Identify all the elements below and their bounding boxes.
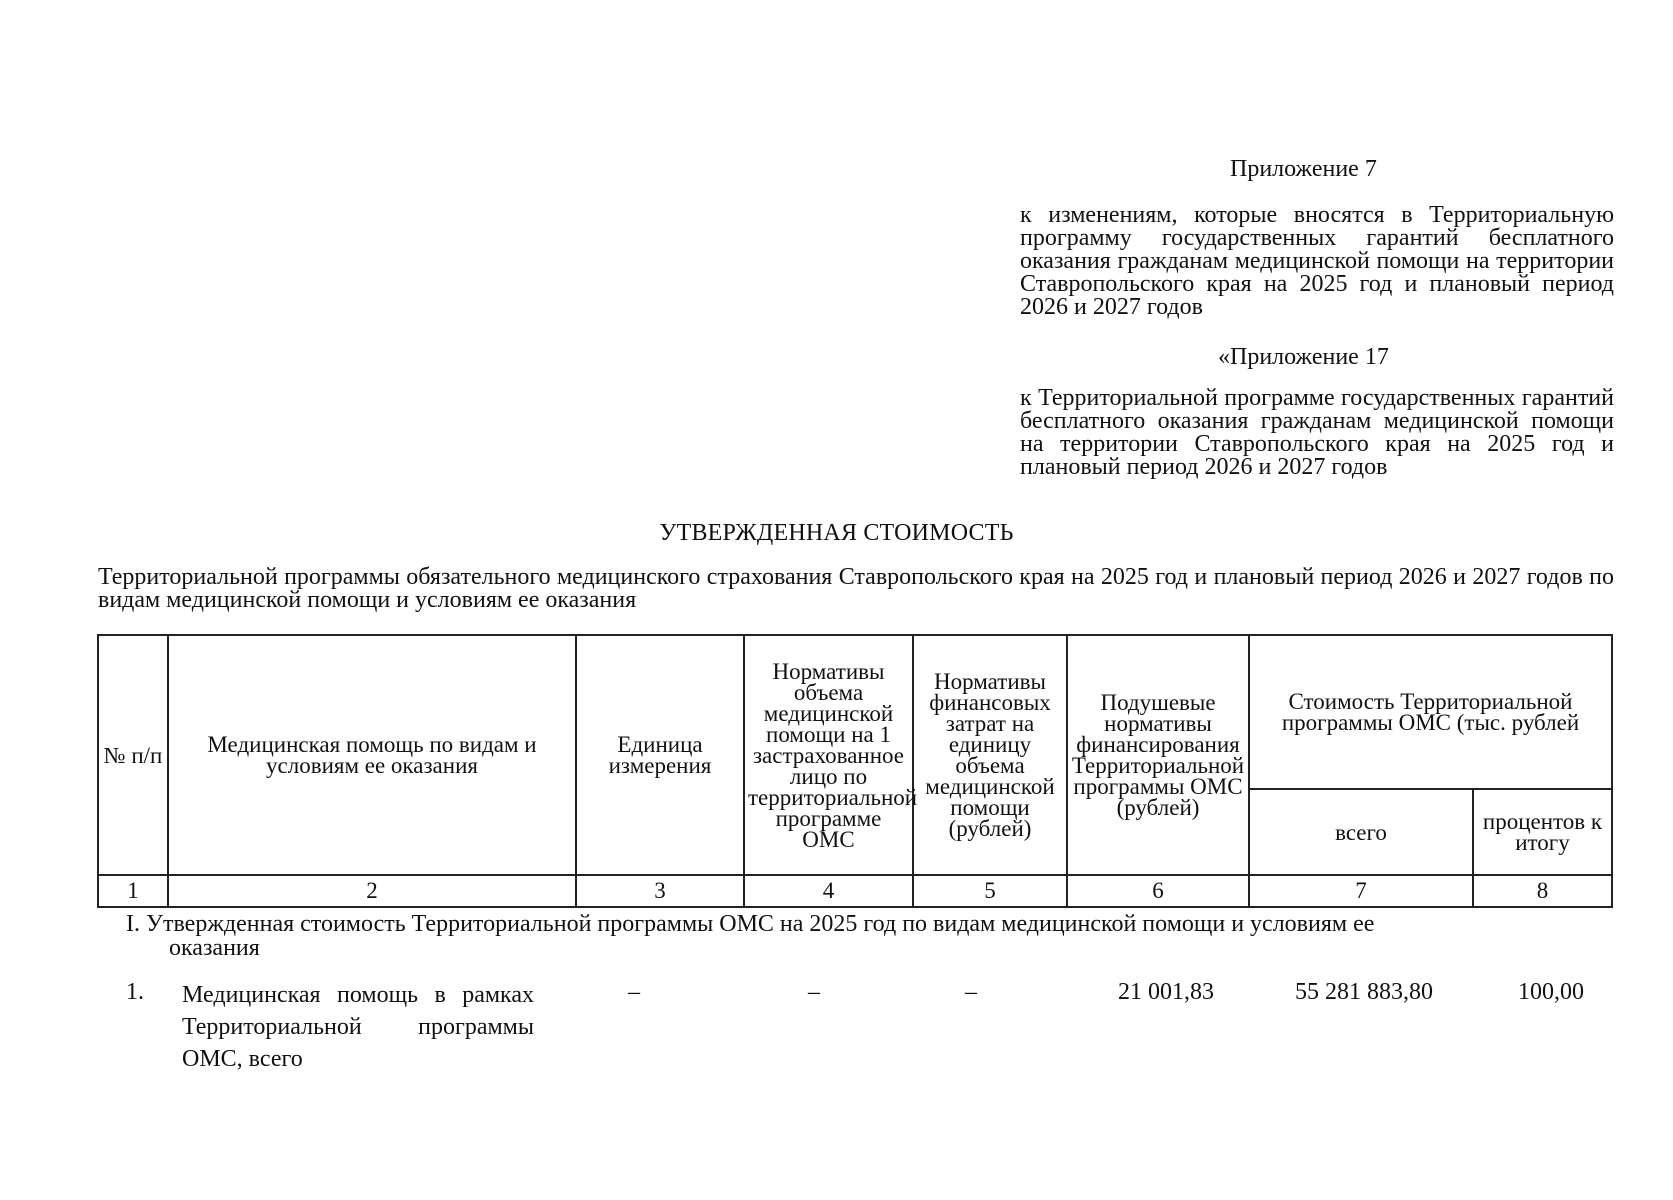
column-number: 6 [1067,875,1249,907]
header-care-type: Медицинская помощь по видам и условиям ее оказания [168,635,576,875]
column-number: 1 [98,875,168,907]
cost-table [97,634,1613,908]
table-header-row [98,635,1612,789]
document-title: УТВЕРЖДЕННАЯ СТОИМОСТЬ [659,520,1014,546]
row-volume: – [808,979,820,1005]
row-per-capita: 21 001,83 [1118,979,1214,1005]
appendix-text: к изменениям, которые вносятся в Территориальную программу государственных гарантий бесплатного оказания гражданам медицинской помощи на территории Ставропольского края на 2025 год и плановый период 2026 и 2027 годов [1020,202,1614,320]
column-number: 7 [1249,875,1473,907]
column-numbers-row [98,875,1612,907]
appendix-title-2: «Приложение 17 [1218,344,1389,370]
header-per-capita: Подушевые нормативы финансирования Территориальной программы ОМС (рублей) [1067,635,1249,875]
row-total: 55 281 883,80 [1295,979,1433,1005]
header-total: всего [1249,789,1473,875]
column-number: 5 [913,875,1067,907]
row-cost: – [965,979,977,1005]
row-percent: 100,00 [1518,979,1584,1005]
header-unit: Единица измерения [576,635,744,875]
column-number: 8 [1473,875,1612,907]
row-number: 1. [126,979,144,1005]
column-number: 2 [168,875,576,907]
column-number: 3 [576,875,744,907]
document-subtitle: Территориальной программы обязательного медицинского страхования Ставропольского края на 2025 год и плановый период 2026 и 2027 годов по видам медицинской помощи и условиям ее оказания [98,564,1614,613]
appendix-text-2: к Территориальной программе государственных гарантий бесплатного оказания гражданам медицинской помощи на территории Ставропольского края на 2025 год и плановый период 2026 и 2027 годов [1020,385,1614,480]
header-percent: процентов к итогу [1473,789,1612,875]
header-number: № п/п [98,635,168,875]
header-cost-norms: Нормативы финансовых затрат на единицу объема медицинской помощи (рублей) [913,635,1067,875]
column-number: 4 [744,875,913,907]
row-name: Медицинская помощь в рамках Территориальной программы ОМС, всего [182,982,534,1072]
section-heading [126,912,1606,960]
header-volume-norms: Нормативы объема медицинской помощи на 1 застрахованное лицо по территориальной программе ОМС [744,635,913,875]
appendix-title: Приложение 7 [1230,156,1377,182]
section-heading-line2: оказания [169,935,260,961]
row-unit: – [628,979,640,1005]
header-program-cost: Стоимость Территориальной программы ОМС (тыс. рублей [1249,635,1612,789]
section-heading-line1: I. Утвержденная стоимость Территориальной программы ОМС на 2025 год по видам медицинской помощи и условиям ее [126,911,1375,937]
